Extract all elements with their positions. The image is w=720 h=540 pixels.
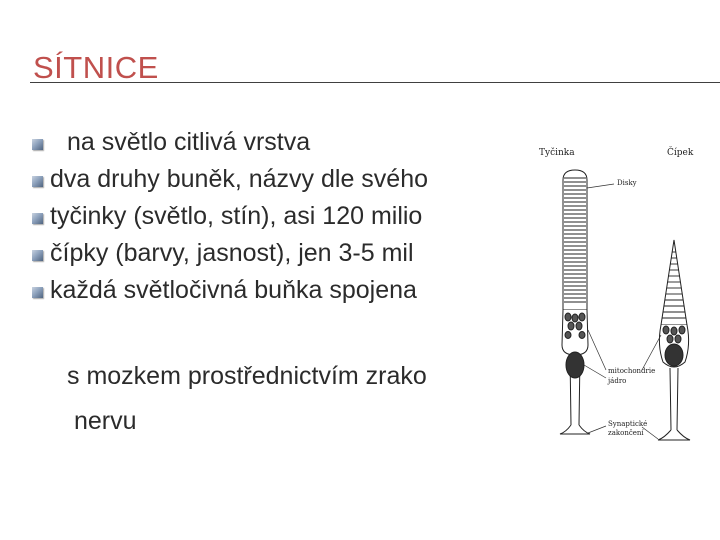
bullet-continuation-line: s mozkem prostřednictvím zrako [67,362,427,390]
title-underline [30,82,720,83]
photoreceptor-figure [530,140,720,452]
bullet-text: na světlo citlivá vrstva [67,128,311,156]
annotation-leaders [584,184,661,439]
square-bullet-icon [32,176,43,187]
bullet-continuation-line: nervu [74,407,137,435]
slide-title: SÍTNICE [33,50,159,85]
square-bullet-icon [32,287,43,298]
cone-label: Čípek [667,148,694,158]
bullet-text: tyčinky (světlo, stín), asi 120 milio [50,202,423,230]
synapse-label-line2: zakončení [608,429,644,437]
square-bullet-icon [32,139,43,150]
bullet-text: dva druhy buněk, názvy dle svého [50,165,429,193]
bullet-text: každá světločivná buňka spojena [50,276,417,304]
rod-nucleus [566,352,584,378]
rod-synaptic-ending [560,425,590,434]
square-bullet-icon [32,250,43,261]
mitochondria-label: mitochondrie [608,367,656,375]
cone-nucleus [665,344,683,366]
rod-cell [560,170,590,434]
synapse-label: Synaptické [608,420,648,428]
photoreceptor-diagram [530,140,720,452]
cone-cell [658,240,690,440]
bullet-text: čípky (barvy, jasnost), jen 3-5 mil [50,239,414,267]
discs-label: Disky [617,179,637,187]
nucleus-label: jádro [608,377,627,385]
cone-synaptic-ending [658,430,690,440]
rod-label: Tyčinka [539,148,575,158]
square-bullet-icon [32,213,43,224]
